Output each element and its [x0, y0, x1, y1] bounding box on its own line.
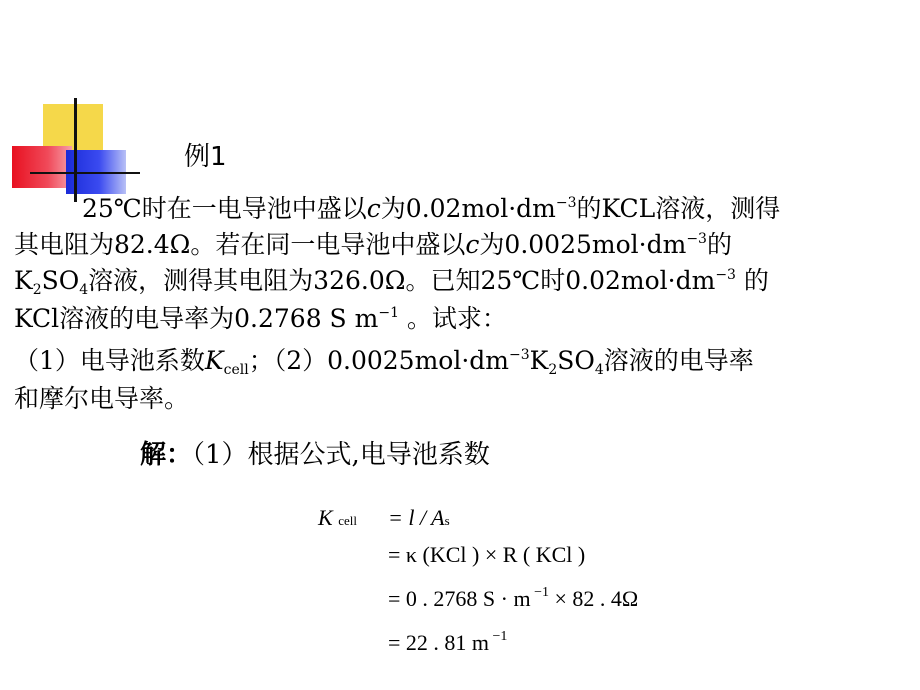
- decor-vertical-line: [74, 98, 77, 202]
- equation-line-1: = l / As: [388, 505, 450, 530]
- problem-line-4: KCl溶液的电导率为0.2768 S $m^{-1}$ 。试求：: [14, 304, 507, 333]
- solution-heading: 解：（1）根据公式,电导池系数: [140, 440, 490, 470]
- equation-line-3: = 0 . 2768 S · m $^{-1}$ × 82 . 4Ω: [388, 585, 639, 611]
- problem-line-2: 其电阻为82.4Ω。若在同一电导池中盛以c为$0.0025mol\cdot dm^{-3}$的: [14, 230, 732, 259]
- equation-line-4: = 22 . 81 m $^{-1}$: [388, 629, 508, 655]
- example-title: 例1: [184, 142, 227, 172]
- problem-line-5: （1）电导池系数$K_{cell}$；$(2)0.0025mol\cdot dm^{-3}K_2SO_4$溶液的电导率: [14, 346, 754, 378]
- decor-horizontal-line: [30, 172, 140, 174]
- problem-line-1: 25℃时在一电导池中盛以c为$0.02mol\cdot dm^{-3}$的KCL溶液，测得: [82, 194, 781, 223]
- equation-lhs: K cell: [318, 505, 357, 530]
- problem-line-6: 和摩尔电导率。: [14, 384, 190, 413]
- equation-line-2: = κ (KCl ) × R ( KCl ): [388, 542, 586, 567]
- decor-red-square: [12, 146, 72, 188]
- problem-line-3: $K_2SO_4$溶液，测得其电阻为326.0Ω。已知25℃时$0.02mol\cdot dm^{-3}$ 的: [14, 266, 769, 298]
